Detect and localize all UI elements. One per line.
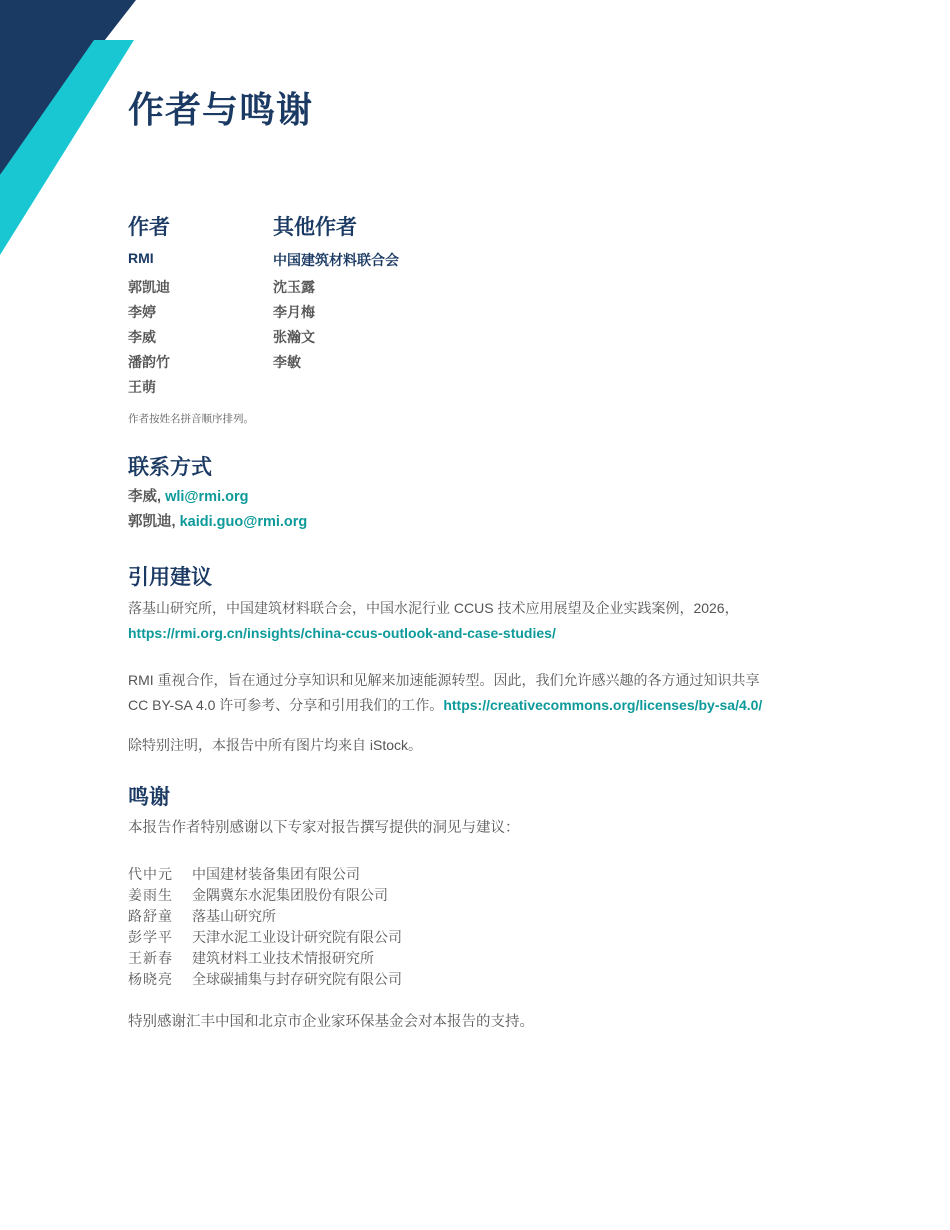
contact-name: 郭凯迪, bbox=[128, 514, 176, 530]
contact-entry bbox=[128, 510, 307, 535]
expert-org: 天津水泥工业设计研究院有限公司 bbox=[192, 929, 402, 945]
expert-name: 杨晓亮 bbox=[128, 971, 173, 987]
license-link[interactable]: https://creativecommons.org/licenses/by-sa/4.0/ bbox=[443, 697, 763, 713]
author-name: 郭凯迪 bbox=[128, 279, 170, 295]
expert-org: 全球碳捕集与封存研究院有限公司 bbox=[192, 971, 402, 987]
author-name: 王萌 bbox=[128, 379, 156, 395]
citation-link[interactable]: https://rmi.org.cn/insights/china-ccus-outlook-and-case-studies/ bbox=[128, 625, 556, 641]
page-title: 作者与鸣谢 bbox=[128, 89, 314, 130]
other-author-name: 李敏 bbox=[273, 354, 301, 370]
citation-heading: 引用建议 bbox=[128, 566, 212, 589]
experts-table bbox=[128, 864, 402, 990]
authors-org: RMI bbox=[128, 250, 154, 266]
image-note: 除特别注明，本报告中所有图片均来自 iStock。 bbox=[128, 737, 423, 753]
contact-email[interactable]: wli@rmi.org bbox=[165, 489, 249, 505]
author-name: 潘韵竹 bbox=[128, 354, 170, 370]
expert-name: 王新春 bbox=[128, 950, 173, 966]
citation-text: 落基山研究所，中国建筑材料联合会，中国水泥行业 CCUS 技术应用展望及企业实践案例，2026， bbox=[128, 600, 739, 616]
table-row bbox=[128, 927, 402, 948]
other-authors-list bbox=[273, 275, 315, 375]
other-author-name: 张瀚文 bbox=[273, 329, 315, 345]
expert-name: 姜雨生 bbox=[128, 887, 173, 903]
license-line-1: RMI 重视合作，旨在通过分享知识和见解来加速能源转型。因此，我们允许感兴趣的各方通过知识共享 bbox=[128, 672, 760, 688]
table-row bbox=[128, 906, 402, 927]
contact-name: 李威, bbox=[128, 489, 162, 505]
license-text: CC BY-SA 4.0 许可参考、分享和引用我们的工作。 bbox=[128, 697, 444, 713]
contact-entry bbox=[128, 485, 307, 510]
table-row bbox=[128, 864, 402, 885]
license-line-2 bbox=[128, 693, 848, 718]
expert-org: 落基山研究所 bbox=[192, 908, 276, 924]
expert-name: 路舒童 bbox=[128, 908, 173, 924]
table-row bbox=[128, 969, 402, 990]
contact-list bbox=[128, 485, 307, 535]
other-author-name: 李月梅 bbox=[273, 304, 315, 320]
authors-heading: 作者 bbox=[128, 216, 170, 239]
author-name: 李威 bbox=[128, 329, 156, 345]
expert-org: 金隅冀东水泥集团股份有限公司 bbox=[192, 887, 388, 903]
expert-name: 代中元 bbox=[128, 866, 173, 882]
other-authors-org: 中国建筑材料联合会 bbox=[273, 252, 399, 268]
corner-decoration bbox=[0, 0, 140, 260]
license-paragraph bbox=[128, 668, 848, 718]
citation-paragraph bbox=[128, 596, 848, 646]
authors-list bbox=[128, 275, 170, 400]
contact-heading: 联系方式 bbox=[128, 456, 212, 479]
acknowledgements-closing: 特别感谢汇丰中国和北京市企业家环保基金会对本报告的支持。 bbox=[128, 1014, 534, 1030]
other-author-name: 沈玉露 bbox=[273, 279, 315, 295]
expert-org: 中国建材装备集团有限公司 bbox=[192, 866, 360, 882]
author-name: 李婷 bbox=[128, 304, 156, 320]
acknowledgements-heading: 鸣谢 bbox=[128, 786, 170, 809]
contact-email[interactable]: kaidi.guo@rmi.org bbox=[179, 514, 308, 530]
table-row bbox=[128, 885, 402, 906]
other-authors-heading: 其他作者 bbox=[273, 216, 357, 239]
expert-name: 彭学平 bbox=[128, 929, 173, 945]
acknowledgements-intro: 本报告作者特别感谢以下专家对报告撰写提供的洞见与建议： bbox=[128, 820, 520, 836]
table-row bbox=[128, 948, 402, 969]
authors-note: 作者按姓名拼音顺序排列。 bbox=[128, 413, 254, 425]
expert-org: 建筑材料工业技术情报研究所 bbox=[192, 950, 374, 966]
